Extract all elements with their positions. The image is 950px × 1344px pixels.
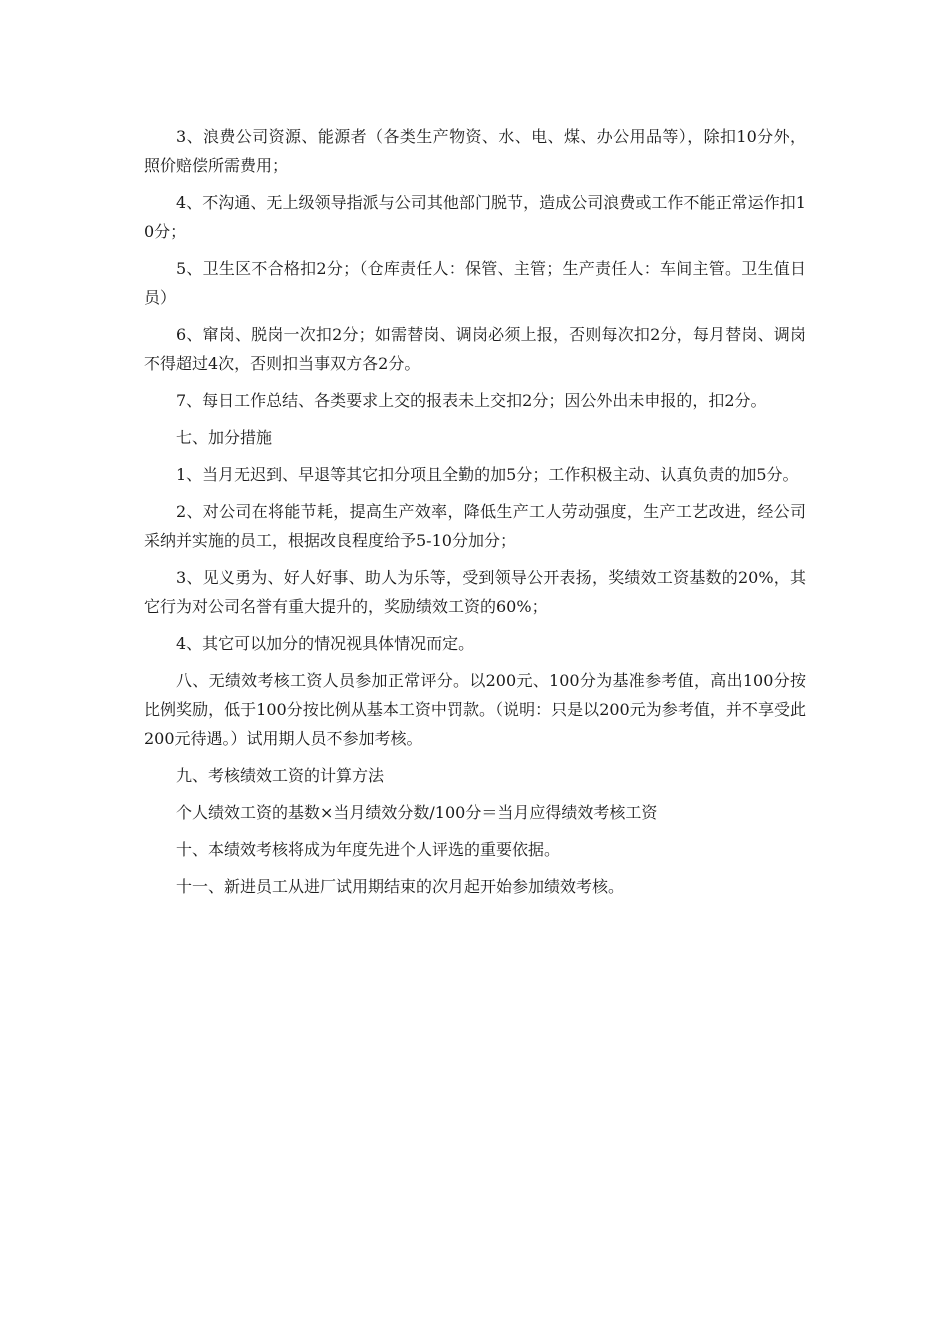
paragraph-calculation-formula: 个人绩效工资的基数×当月绩效分数/100分＝当月应得绩效考核工资 bbox=[176, 803, 658, 822]
document-body bbox=[144, 122, 806, 909]
section-8-no-performance-pay: 八、无绩效考核工资人员参加正常评分。以200元、100分为基准参考值，高出100分按比例奖励，低于100分按比例从基本工资中罚款。（说明：只是以200元为参考值，并不享受此200元待遇。）试用期人员不参加考核。 bbox=[144, 671, 806, 748]
paragraph-deduction-5: 5、卫生区不合格扣2分；（仓库责任人：保管、主管；生产责任人：车间主管。卫生值日员） bbox=[144, 259, 806, 307]
section-heading-calculation: 九、考核绩效工资的计算方法 bbox=[176, 766, 385, 785]
paragraph-deduction-6: 6、窜岗、脱岗一次扣2分；如需替岗、调岗必须上报，否则每次扣2分，每月替岗、调岗不得超过4次，否则扣当事双方各2分。 bbox=[144, 325, 806, 373]
paragraph-bonus-2: 2、对公司在将能节耗，提高生产效率，降低生产工人劳动强度，生产工艺改进，经公司采纳并实施的员工，根据改良程度给予5-10分加分； bbox=[144, 502, 806, 550]
paragraph-deduction-3: 3、浪费公司资源、能源者（各类生产物资、水、电、煤、办公用品等），除扣10分外，照价赔偿所需费用； bbox=[144, 127, 806, 175]
paragraph-bonus-4: 4、其它可以加分的情况视具体情况而定。 bbox=[176, 634, 475, 653]
paragraph-deduction-4: 4、不沟通、无上级领导指派与公司其他部门脱节，造成公司浪费或工作不能正常运作扣10分； bbox=[144, 193, 806, 241]
paragraph-bonus-1: 1、当月无迟到、早退等其它扣分项且全勤的加5分；工作积极主动、认真负责的加5分。 bbox=[176, 465, 799, 484]
paragraph-deduction-7: 7、每日工作总结、各类要求上交的报表未上交扣2分；因公外出未申报的，扣2分。 bbox=[176, 391, 767, 410]
section-10-evaluation-basis: 十、本绩效考核将成为年度先进个人评选的重要依据。 bbox=[176, 840, 561, 859]
section-heading-bonus: 七、加分措施 bbox=[176, 428, 273, 447]
section-11-new-employees: 十一、新进员工从进厂试用期结束的次月起开始参加绩效考核。 bbox=[176, 877, 625, 896]
paragraph-bonus-3: 3、见义勇为、好人好事、助人为乐等，受到领导公开表扬，奖绩效工资基数的20%，其它行为对公司名誉有重大提升的，奖励绩效工资的60%； bbox=[144, 568, 806, 616]
